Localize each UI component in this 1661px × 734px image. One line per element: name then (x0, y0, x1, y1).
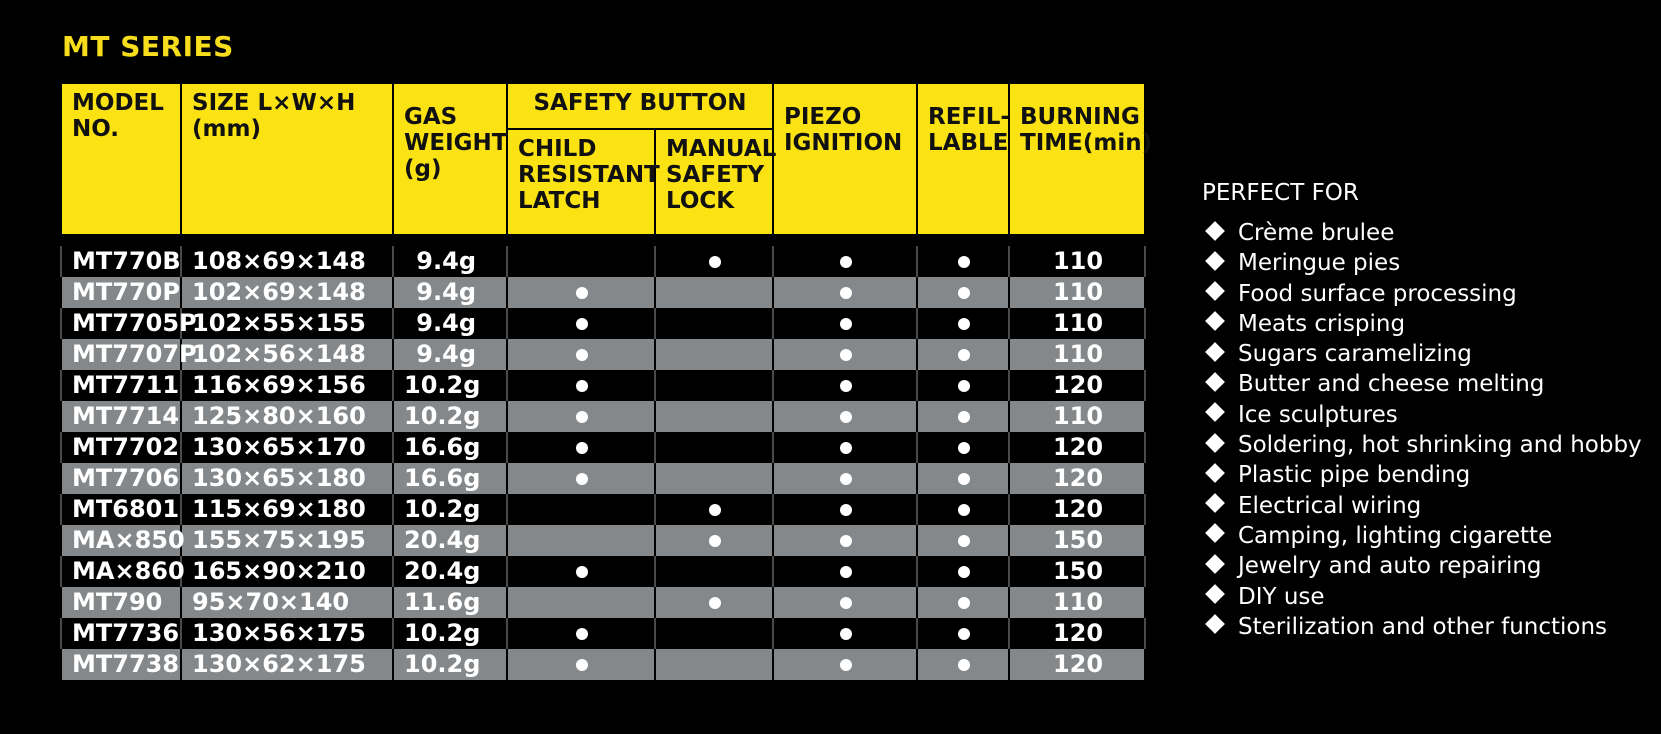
bullet-dot-icon (576, 566, 588, 578)
burning-time-cell: 110 (1009, 339, 1145, 370)
list-item-label: Sugars caramelizing (1238, 341, 1472, 368)
bullet-dot-icon (840, 411, 852, 423)
gas-weight-cell: 10.2g (393, 494, 507, 525)
gas-weight-cell: 9.4g (393, 246, 507, 277)
child-latch-cell (507, 339, 655, 370)
model-cell: MA×850 (61, 525, 181, 556)
table-row (61, 246, 1145, 277)
model-cell: MT7711 (61, 370, 181, 401)
manual-lock-cell (655, 401, 773, 432)
table-row (61, 277, 1145, 308)
list-item (1202, 218, 1642, 248)
list-item-label: DIY use (1238, 583, 1325, 610)
child-latch-cell (507, 463, 655, 494)
refillable-cell (917, 649, 1009, 680)
bullet-dot-icon (958, 287, 970, 299)
bullet-dot-icon (709, 597, 721, 609)
bullet-dot-icon (840, 318, 852, 330)
bullet-dot-icon (840, 628, 852, 640)
list-item-label: Food surface processing (1238, 280, 1517, 307)
manual-lock-cell (655, 618, 773, 649)
table-row (61, 432, 1145, 463)
list-item-label: Meringue pies (1238, 250, 1401, 277)
diamond-bullet-icon (1205, 251, 1225, 271)
table-row (61, 370, 1145, 401)
list-item (1202, 309, 1642, 339)
bullet-dot-icon (576, 473, 588, 485)
refillable-cell (917, 246, 1009, 277)
burning-time-cell: 110 (1009, 246, 1145, 277)
bullet-dot-icon (958, 349, 970, 361)
bullet-dot-icon (840, 380, 852, 392)
diamond-bullet-icon (1205, 281, 1225, 301)
size-cell: 130×62×175 (181, 649, 393, 680)
bullet-dot-icon (840, 349, 852, 361)
manual-lock-cell (655, 246, 773, 277)
model-cell: MT790 (61, 587, 181, 618)
bullet-dot-icon (958, 473, 970, 485)
diamond-bullet-icon (1205, 342, 1225, 362)
burning-time-cell: 110 (1009, 308, 1145, 339)
list-item-label: Sterilization and other functions (1238, 613, 1608, 640)
diamond-bullet-icon (1205, 221, 1225, 241)
bullet-dot-icon (576, 287, 588, 299)
list-item-label: Ice sculptures (1238, 401, 1398, 428)
child-latch-cell (507, 277, 655, 308)
size-cell: 130×56×175 (181, 618, 393, 649)
manual-lock-cell (655, 525, 773, 556)
refillable-cell (917, 587, 1009, 618)
piezo-cell (773, 432, 917, 463)
gas-weight-cell: 10.2g (393, 401, 507, 432)
gas-weight-cell: 9.4g (393, 308, 507, 339)
child-latch-cell (507, 525, 655, 556)
list-item-label: Crème brulee (1238, 220, 1395, 246)
table-row (61, 339, 1145, 370)
diamond-bullet-icon (1205, 554, 1225, 574)
burning-time-cell: 110 (1009, 277, 1145, 308)
gas-weight-cell: 10.2g (393, 649, 507, 680)
spec-table (60, 82, 1153, 680)
diamond-bullet-icon (1205, 614, 1225, 634)
list-item (1202, 491, 1642, 521)
table-row (61, 525, 1145, 556)
bullet-dot-icon (840, 504, 852, 516)
refillable-cell (917, 308, 1009, 339)
list-item-label: Meats crisping (1238, 310, 1406, 337)
bullet-dot-icon (840, 597, 852, 609)
refillable-cell (917, 339, 1009, 370)
piezo-cell (773, 556, 917, 587)
list-item (1202, 279, 1642, 309)
size-cell: 95×70×140 (181, 587, 393, 618)
model-cell: MT770P (61, 277, 181, 308)
piezo-cell (773, 277, 917, 308)
list-item (1202, 582, 1642, 612)
bullet-dot-icon (576, 411, 588, 423)
model-cell: MT7706 (61, 463, 181, 494)
table-row (61, 649, 1145, 680)
size-cell: 130×65×170 (181, 432, 393, 463)
list-item (1202, 248, 1642, 278)
gas-weight-cell: 9.4g (393, 277, 507, 308)
table-row (61, 587, 1145, 618)
piezo-cell (773, 463, 917, 494)
model-cell: MT7736 (61, 618, 181, 649)
diamond-bullet-icon (1205, 584, 1225, 604)
header-size: SIZE L×W×H (mm) (181, 83, 393, 235)
manual-lock-cell (655, 463, 773, 494)
bullet-dot-icon (958, 628, 970, 640)
piezo-cell (773, 339, 917, 370)
bullet-dot-icon (709, 535, 721, 547)
bullet-dot-icon (840, 442, 852, 454)
refillable-cell (917, 618, 1009, 649)
manual-lock-cell (655, 494, 773, 525)
refillable-cell (917, 556, 1009, 587)
model-cell: MT7702 (61, 432, 181, 463)
table-row (61, 463, 1145, 494)
gas-weight-cell: 20.4g (393, 556, 507, 587)
header-refillable: REFIL- LABLE (917, 83, 1009, 235)
child-latch-cell (507, 246, 655, 277)
refillable-cell (917, 401, 1009, 432)
bullet-dot-icon (958, 380, 970, 392)
gas-weight-cell: 9.4g (393, 339, 507, 370)
size-cell: 108×69×148 (181, 246, 393, 277)
model-cell: MT7707P (61, 339, 181, 370)
manual-lock-cell (655, 339, 773, 370)
diamond-bullet-icon (1205, 493, 1225, 513)
bullet-dot-icon (958, 535, 970, 547)
gas-weight-cell: 10.2g (393, 618, 507, 649)
piezo-cell (773, 308, 917, 339)
piezo-cell (773, 525, 917, 556)
diamond-bullet-icon (1205, 433, 1225, 453)
manual-lock-cell (655, 432, 773, 463)
size-cell: 130×65×180 (181, 463, 393, 494)
burning-time-cell: 150 (1009, 556, 1145, 587)
list-item-label: Soldering, hot shrinking and hobby (1238, 432, 1642, 459)
diamond-bullet-icon (1205, 402, 1225, 422)
header-model: MODEL NO. (61, 83, 181, 235)
manual-lock-cell (655, 649, 773, 680)
gas-weight-cell: 16.6g (393, 463, 507, 494)
bullet-dot-icon (576, 318, 588, 330)
manual-lock-cell (655, 556, 773, 587)
refillable-cell (917, 494, 1009, 525)
list-item-label: Jewelry and auto repairing (1238, 553, 1542, 580)
piezo-cell (773, 649, 917, 680)
piezo-cell (773, 587, 917, 618)
burning-time-cell: 150 (1009, 525, 1145, 556)
child-latch-cell (507, 649, 655, 680)
model-cell: MT7705P (61, 308, 181, 339)
header-child-latch: CHILD RESISTANT LATCH (507, 129, 655, 235)
bullet-dot-icon (958, 411, 970, 423)
bullet-dot-icon (576, 442, 588, 454)
size-cell: 102×55×155 (181, 308, 393, 339)
gas-weight-cell: 11.6g (393, 587, 507, 618)
manual-lock-cell (655, 587, 773, 618)
bullet-dot-icon (840, 659, 852, 671)
child-latch-cell (507, 308, 655, 339)
child-latch-cell (507, 494, 655, 525)
refillable-cell (917, 525, 1009, 556)
bullet-dot-icon (840, 473, 852, 485)
list-item (1202, 521, 1642, 551)
bullet-dot-icon (958, 504, 970, 516)
size-cell: 115×69×180 (181, 494, 393, 525)
size-cell: 102×56×148 (181, 339, 393, 370)
model-cell: MA×860 (61, 556, 181, 587)
manual-lock-cell (655, 308, 773, 339)
size-cell: 125×80×160 (181, 401, 393, 432)
diamond-bullet-icon (1205, 524, 1225, 544)
bullet-dot-icon (958, 256, 970, 268)
bullet-dot-icon (958, 597, 970, 609)
manual-lock-cell (655, 370, 773, 401)
list-item (1202, 400, 1642, 430)
table-row (61, 401, 1145, 432)
child-latch-cell (507, 618, 655, 649)
bullet-dot-icon (576, 349, 588, 361)
table-row (61, 308, 1145, 339)
refillable-cell (917, 370, 1009, 401)
bullet-dot-icon (576, 659, 588, 671)
piezo-cell (773, 401, 917, 432)
model-cell: MT7714 (61, 401, 181, 432)
header-gas-weight: GAS WEIGHT (g) (393, 83, 507, 235)
bullet-dot-icon (576, 628, 588, 640)
bullet-dot-icon (576, 380, 588, 392)
list-item (1202, 460, 1642, 490)
piezo-cell (773, 246, 917, 277)
burning-time-cell: 120 (1009, 463, 1145, 494)
model-cell: MT6801 (61, 494, 181, 525)
gas-weight-cell: 16.6g (393, 432, 507, 463)
child-latch-cell (507, 432, 655, 463)
model-cell: MT770B (61, 246, 181, 277)
list-item (1202, 339, 1642, 369)
bullet-dot-icon (958, 442, 970, 454)
diamond-bullet-icon (1205, 372, 1225, 392)
burning-time-cell: 120 (1009, 432, 1145, 463)
list-item-label: Electrical wiring (1238, 492, 1422, 519)
table-row (61, 618, 1145, 649)
perfect-for-panel (1202, 180, 1642, 642)
child-latch-cell (507, 370, 655, 401)
spec-table-body (61, 246, 1145, 680)
bullet-dot-icon (958, 659, 970, 671)
size-cell: 155×75×195 (181, 525, 393, 556)
gas-weight-cell: 20.4g (393, 525, 507, 556)
perfect-for-list (1202, 218, 1642, 642)
burning-time-cell: 120 (1009, 649, 1145, 680)
piezo-cell (773, 618, 917, 649)
header-burning-time: BURNING TIME(min) (1009, 83, 1145, 235)
burning-time-cell: 110 (1009, 401, 1145, 432)
header-manual-lock: MANUAL SAFETY LOCK (655, 129, 773, 235)
table-row (61, 494, 1145, 525)
bullet-dot-icon (840, 566, 852, 578)
refillable-cell (917, 432, 1009, 463)
table-row (61, 556, 1145, 587)
bullet-dot-icon (840, 256, 852, 268)
list-item (1202, 612, 1642, 642)
size-cell: 116×69×156 (181, 370, 393, 401)
perfect-for-title: PERFECT FOR (1202, 180, 1359, 206)
bullet-dot-icon (840, 287, 852, 299)
bullet-dot-icon (958, 566, 970, 578)
list-item (1202, 430, 1642, 460)
list-item (1202, 551, 1642, 581)
bullet-dot-icon (709, 504, 721, 516)
list-item-label: Butter and cheese melting (1238, 371, 1545, 398)
refillable-cell (917, 277, 1009, 308)
child-latch-cell (507, 556, 655, 587)
child-latch-cell (507, 587, 655, 618)
size-cell: 165×90×210 (181, 556, 393, 587)
bullet-dot-icon (840, 535, 852, 547)
manual-lock-cell (655, 277, 773, 308)
burning-time-cell: 110 (1009, 587, 1145, 618)
refillable-cell (917, 463, 1009, 494)
burning-time-cell: 120 (1009, 618, 1145, 649)
diamond-bullet-icon (1205, 463, 1225, 483)
list-item (1202, 369, 1642, 399)
page-title: MT SERIES (62, 30, 234, 63)
burning-time-cell: 120 (1009, 494, 1145, 525)
piezo-cell (773, 494, 917, 525)
header-piezo: PIEZO IGNITION (773, 83, 917, 235)
list-item-label: Camping, lighting cigarette (1238, 522, 1553, 549)
list-item-label: Plastic pipe bending (1238, 462, 1471, 489)
piezo-cell (773, 370, 917, 401)
model-cell: MT7738 (61, 649, 181, 680)
diamond-bullet-icon (1205, 311, 1225, 331)
bullet-dot-icon (709, 256, 721, 268)
header-safety-button: SAFETY BUTTON (507, 83, 773, 129)
bullet-dot-icon (958, 318, 970, 330)
gas-weight-cell: 10.2g (393, 370, 507, 401)
size-cell: 102×69×148 (181, 277, 393, 308)
child-latch-cell (507, 401, 655, 432)
burning-time-cell: 120 (1009, 370, 1145, 401)
